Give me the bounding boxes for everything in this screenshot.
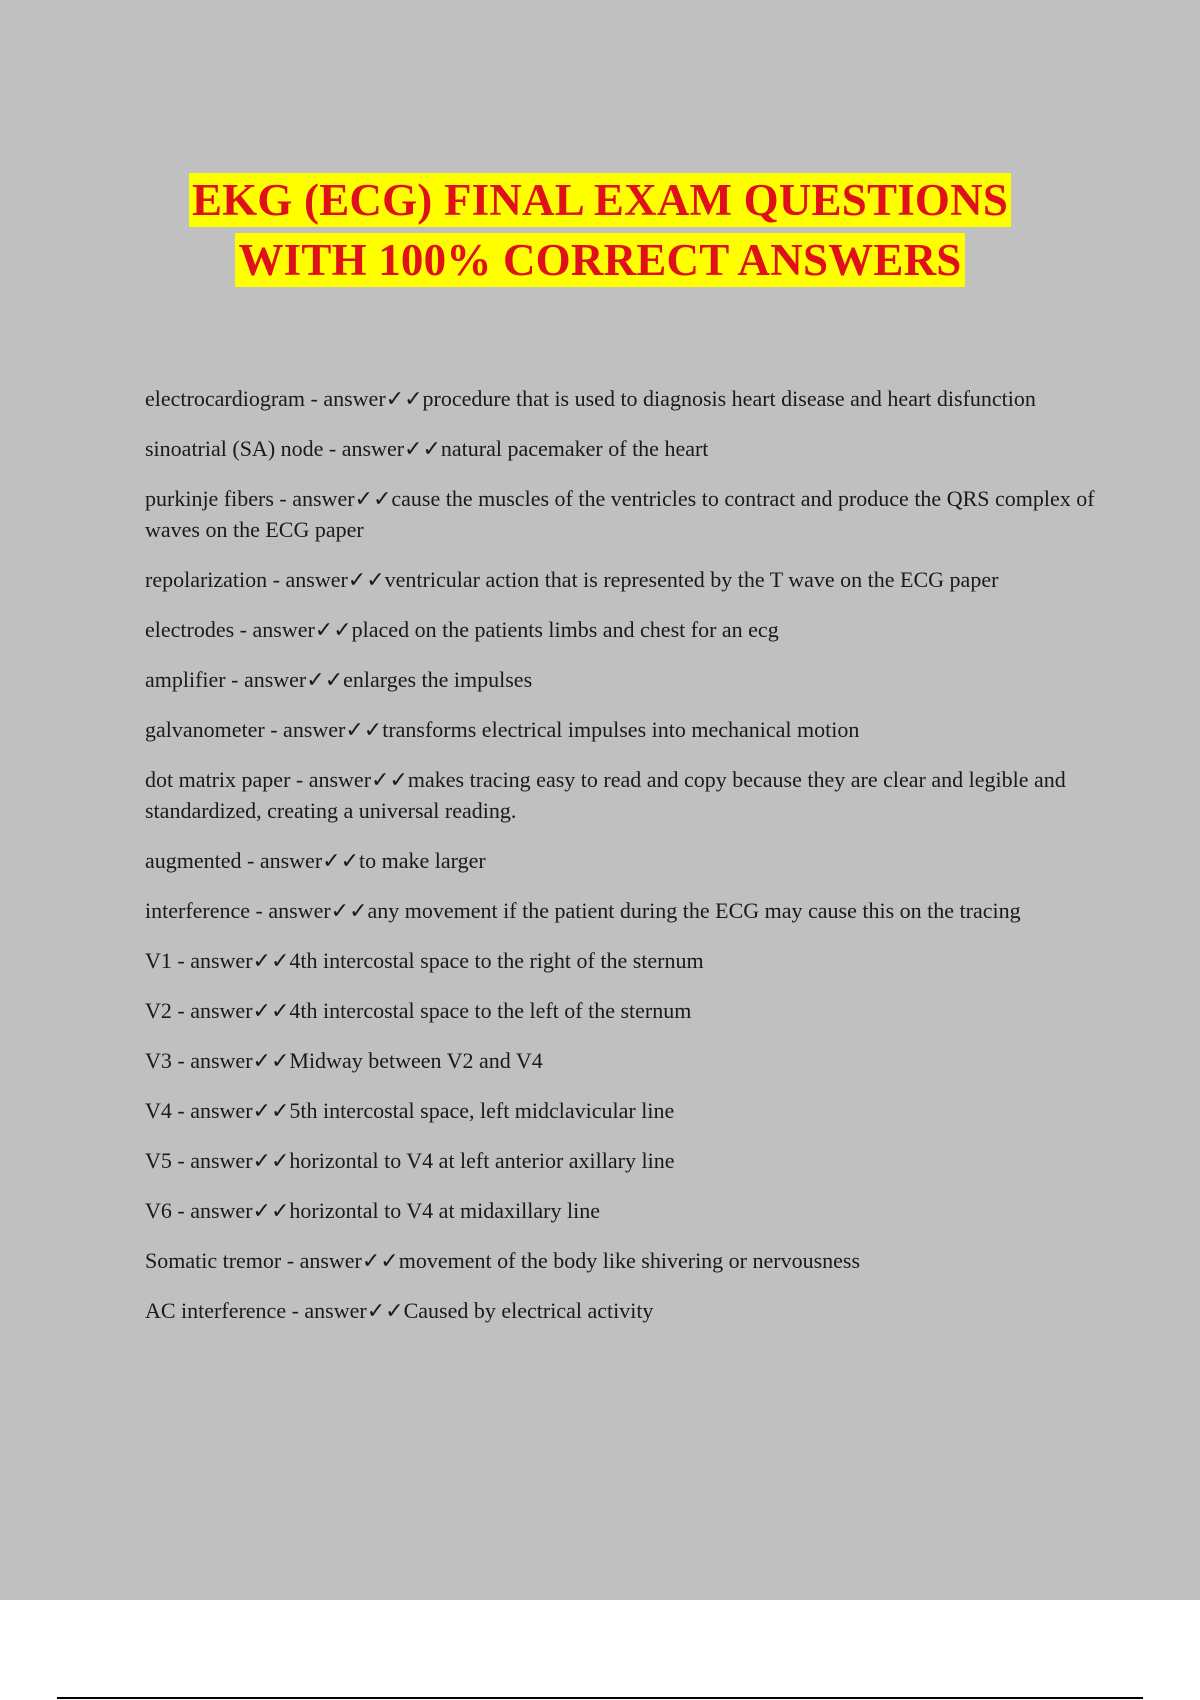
qa-item-amplifier: amplifier - answer✓✓enlarges the impulses xyxy=(145,667,533,692)
qa-item-dot-matrix-paper: dot matrix paper - answer✓✓makes tracing easy to read and copy because they are clear and legible and standardized, creating a universal reading. xyxy=(145,767,1066,823)
qa-item-v4: V4 - answer✓✓5th intercostal space, left midclavicular line xyxy=(145,1098,675,1123)
title-line-1: EKG (ECG) FINAL EXAM QUESTIONS xyxy=(189,173,1011,227)
qa-item-electrocardiogram: electrocardiogram - answer✓✓procedure that is used to diagnosis heart disease and heart disfunction xyxy=(145,386,1036,411)
qa-item-sa-node: sinoatrial (SA) node - answer✓✓natural pacemaker of the heart xyxy=(145,436,709,461)
qa-item-v3: V3 - answer✓✓Midway between V2 and V4 xyxy=(145,1048,543,1073)
qa-item-repolarization: repolarization - answer✓✓ventricular action that is represented by the T wave on the ECG paper xyxy=(145,567,999,592)
qa-item-electrodes: electrodes - answer✓✓placed on the patients limbs and chest for an ecg xyxy=(145,617,779,642)
qa-item-v6: V6 - answer✓✓horizontal to V4 at midaxillary line xyxy=(145,1198,600,1223)
qa-item-somatic-tremor: Somatic tremor - answer✓✓movement of the body like shivering or nervousness xyxy=(145,1248,861,1273)
qa-item-v1: V1 - answer✓✓4th intercostal space to the right of the sternum xyxy=(145,948,704,973)
qa-item-interference: interference - answer✓✓any movement if the patient during the ECG may cause this on the tracing xyxy=(145,898,1021,923)
qa-list xyxy=(145,383,1095,1345)
qa-item-galvanometer: galvanometer - answer✓✓transforms electrical impulses into mechanical motion xyxy=(145,717,860,742)
qa-item-v5: V5 - answer✓✓horizontal to V4 at left anterior axillary line xyxy=(145,1148,675,1173)
page-title xyxy=(0,170,1200,290)
qa-item-augmented: augmented - answer✓✓to make larger xyxy=(145,848,486,873)
qa-item-ac-interference: AC interference - answer✓✓Caused by electrical activity xyxy=(145,1298,654,1323)
footer-divider xyxy=(57,1697,1143,1699)
qa-item-purkinje-fibers: purkinje fibers - answer✓✓cause the muscles of the ventricles to contract and produce the QRS complex of waves on the ECG paper xyxy=(145,486,1095,542)
qa-item-v2: V2 - answer✓✓4th intercostal space to the left of the sternum xyxy=(145,998,692,1023)
title-line-2: WITH 100% CORRECT ANSWERS xyxy=(235,233,964,287)
